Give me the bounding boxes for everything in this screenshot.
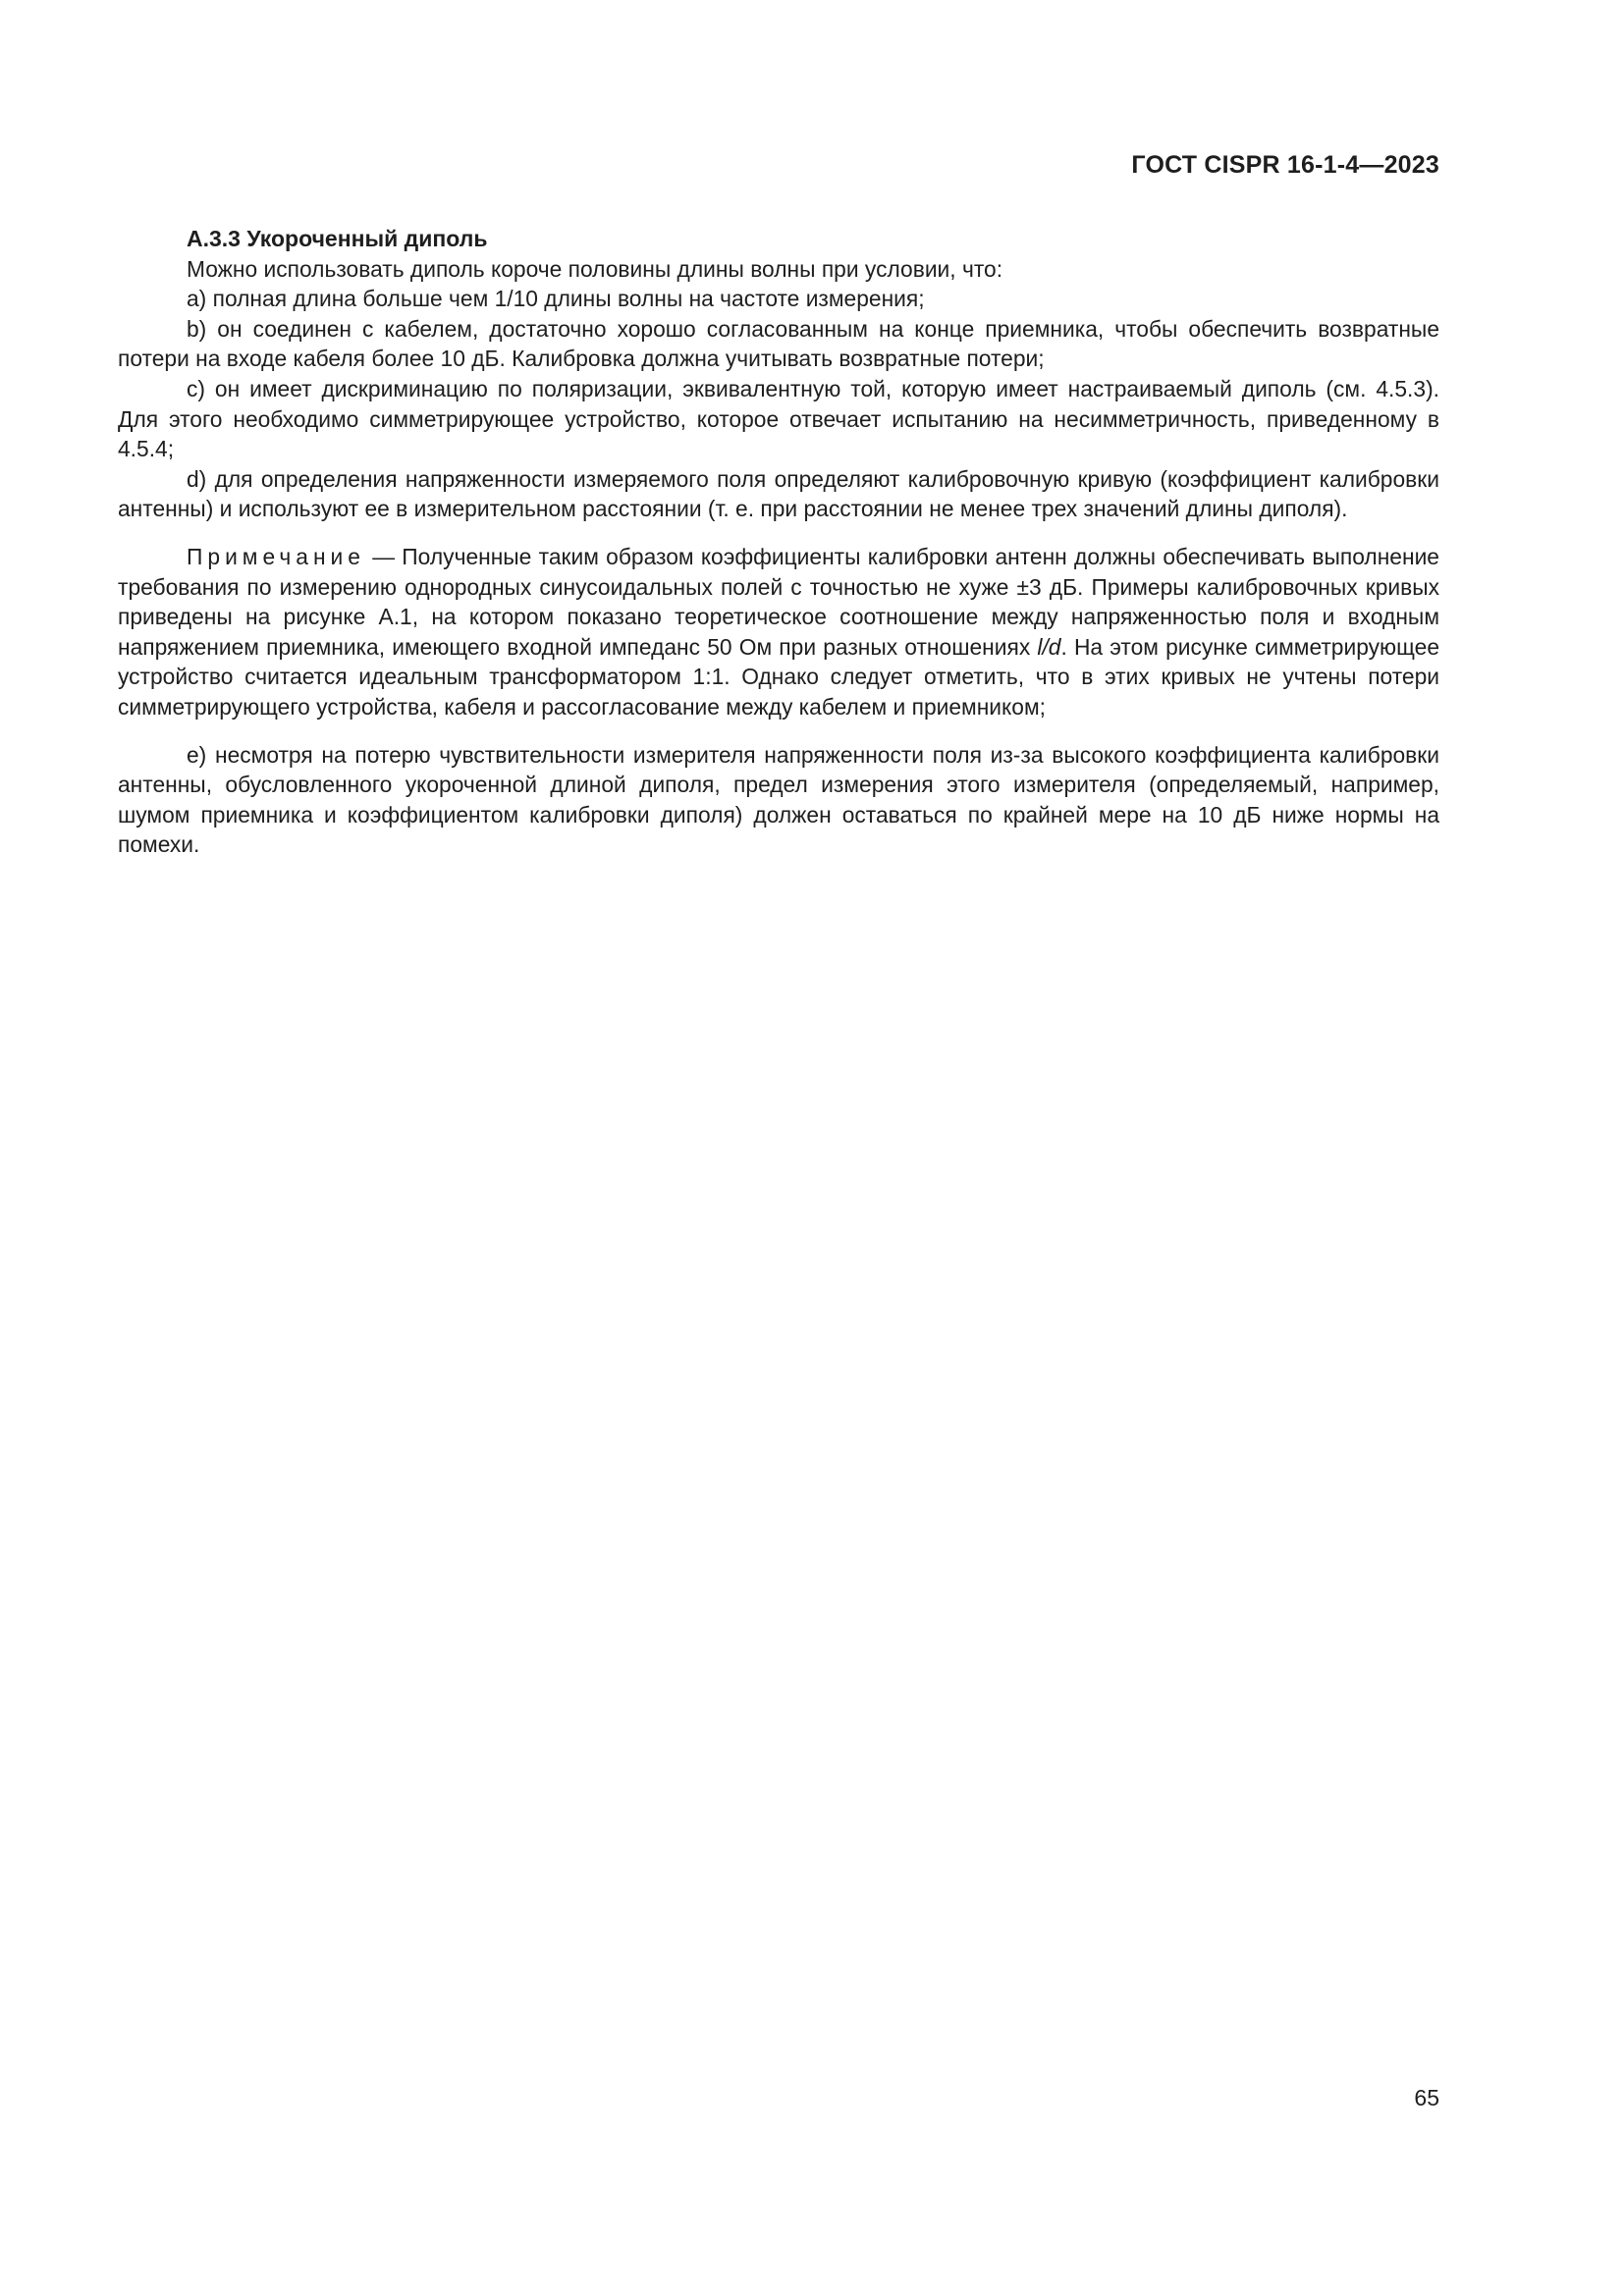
section-intro: Можно использовать диполь короче половины длины волны при условии, что: xyxy=(187,255,1003,282)
list-item-d: d) для определения напряженности измеряемого поля определяют калибровочную кривую (коэффициент калибровки антенны) и используют ее в измерительном расстоянии (т. е. при расстоянии не менее трех значений длины диполя). xyxy=(118,465,1439,522)
list-item-a: a) полная длина больше чем 1/10 длины волны на частоте измерения; xyxy=(187,286,925,312)
main-content xyxy=(118,224,1439,860)
list-item-b: b) он соединен с кабелем, достаточно хорошо согласованным на конце приемника, чтобы обеспечить возвратные потери на входе кабеля более 10 дБ. Калибровка должна учитывать возвратные потери; xyxy=(118,315,1439,372)
page-number: 65 xyxy=(1414,2085,1439,2110)
list-item-c: c) он имеет дискриминацию по поляризации, эквивалентную той, которую имеет настраиваемый диполь (см. 4.5.3). Для этого необходимо симметрирующее устройство, которое отвечает испытанию на несимметричность, приведенному в 4.5.4; xyxy=(118,375,1439,462)
note-paragraph xyxy=(118,542,1439,722)
list-item-e: e) несмотря на потерю чувствительности измерителя напряженности поля из-за высокого коэффициента калибровки антенны, обусловленного укороченной длиной диполя, предел измерения этого измерителя (определяемый, например, шумом приемника и коэффициентом калибровки диполя) должен оставаться по крайней мере на 10 дБ ниже нормы на помехи. xyxy=(118,741,1439,858)
note-ratio: l/d xyxy=(1037,633,1061,660)
note-text-part2: . На этом рисунке симметрирующее устройство считается идеальным трансформатором 1:1. Однако следует отметить, что в этих кривых не учтены потери симметрирующего устройства, кабеля и рассогласование между кабелем и приемником; xyxy=(118,633,1440,720)
note-label: Примечание xyxy=(187,543,365,569)
section-title: А.3.3 Укороченный диполь xyxy=(187,226,488,251)
document-code-header: ГОСТ CISPR 16-1-4—2023 xyxy=(1131,151,1439,179)
note-text-part1: — Полученные таким образом коэффициенты калибровки антенн должны обеспечивать выполнение требования по измерению однородных синусоидальных полей с точностью не хуже ±3 дБ. Примеры калибровочных кривых приведены на рисунке А.1, на котором показано теоретическое соотношение между напряженностью поля и входным напряжением приемника, имеющего входной импеданс 50 Ом при разных отношениях xyxy=(118,543,1439,660)
